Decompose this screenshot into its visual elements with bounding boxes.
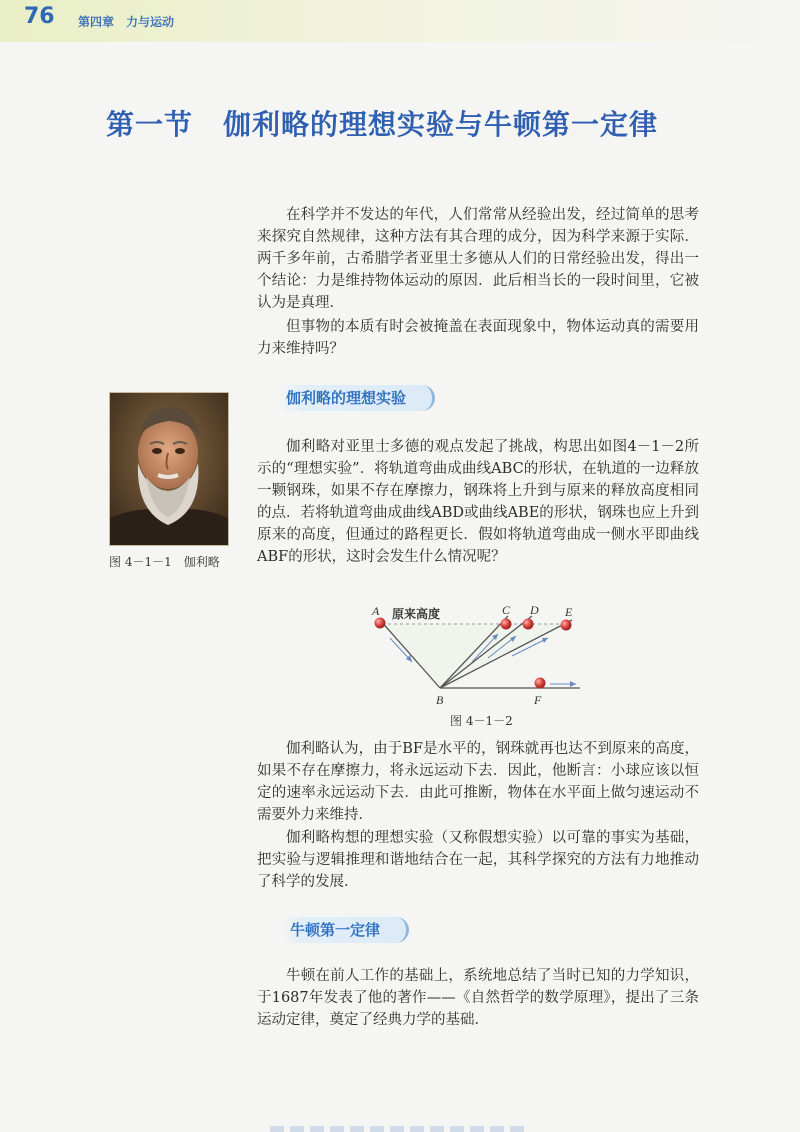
ball-f [535,678,546,689]
figure-2-caption: 图 4－1－2 [450,714,513,728]
figure-1-caption [109,553,220,570]
track-diagram [360,598,592,710]
chapter-label [78,13,186,30]
bottom-decoration [270,1126,530,1132]
portrait-image [110,393,228,545]
label-c: C [502,603,511,617]
galileo-paragraph-2: 伽利略认为，由于BF是水平的，钢珠就再也达不到原来的高度，如果不存在摩擦力，将永远运动下去．因此，他断言：小球应该以恒定的速率永远运动下去．由此可推断，物体在水平面上做匀速运动不需要外力来维持． [257,741,699,823]
intro-paragraph-1: 在科学并不发达的年代，人们常常从经验出发，经过简单的思考来探究自然规律，这种方法有其合理的成分，因为科学来源于实际．两千多年前，古希腊学者亚里士多德从人们的日常经验出发，得出一个结论：力是维持物体运动的原因．此后相当长的一段时间里，它被认为是真理． [257,207,699,311]
chapter-title: 力与运动 [126,15,175,29]
arrow-bf-head [570,681,576,687]
galileo-portrait [109,392,229,546]
subheading-newton: 牛顿第一定律 [282,917,409,943]
section-name: 伽利略的理想实验与牛顿第一定律 [223,108,659,141]
label-a: A [372,604,380,618]
chapter-number: 第四章 [78,15,115,29]
label-e: E [565,605,573,619]
ball-e [561,620,572,631]
ball-c [501,619,512,630]
label-d: D [530,603,539,617]
page-number: 76 [24,4,55,29]
galileo-paragraph-1: 伽利略对亚里士多德的观点发起了挑战，构思出如图4－1－2所示的“理想实验”．将轨道弯曲成曲线ABC的形状，在轨道的一边释放一颗钢珠，如果不存在摩擦力，钢珠将上升到与原来的释放高度相同的点．若将轨道弯曲成曲线ABD或曲线ABE的形状，钢珠也应上升到原来的高度，但通过的路程更长．假如将轨道弯曲成一侧水平即曲线ABF的形状，这时会发生什么情况呢？ [257,439,699,565]
label-f: F [534,693,542,707]
label-original-height: 原来高度 [392,607,441,621]
galileo-paragraph-3: 伽利略构想的理想实验（又称假想实验）以可靠的事实为基础，把实验与逻辑推理和谐地结合在一起，其科学探究的方法有力地推动了科学的发展． [257,830,699,890]
section-title [106,103,658,143]
newton-paragraph-1: 牛顿在前人工作的基础上，系统地总结了当时已知的力学知识，于1687年发表了他的著作——《自然哲学的数学原理》，提出了三条运动定律，奠定了经典力学的基础． [257,968,699,1028]
figure-1-number: 图 4－1－1 [109,555,172,569]
label-b: B [436,693,444,707]
intro-paragraph-2: 但事物的本质有时会被掩盖在表面现象中，物体运动真的需要用力来维持吗？ [257,319,699,357]
figure-1-label: 伽利略 [183,555,220,569]
section-number: 第一节 [106,108,194,141]
ball-d [523,619,534,630]
ball-a [375,618,386,629]
subheading-galileo: 伽利略的理想实验 [278,385,435,411]
